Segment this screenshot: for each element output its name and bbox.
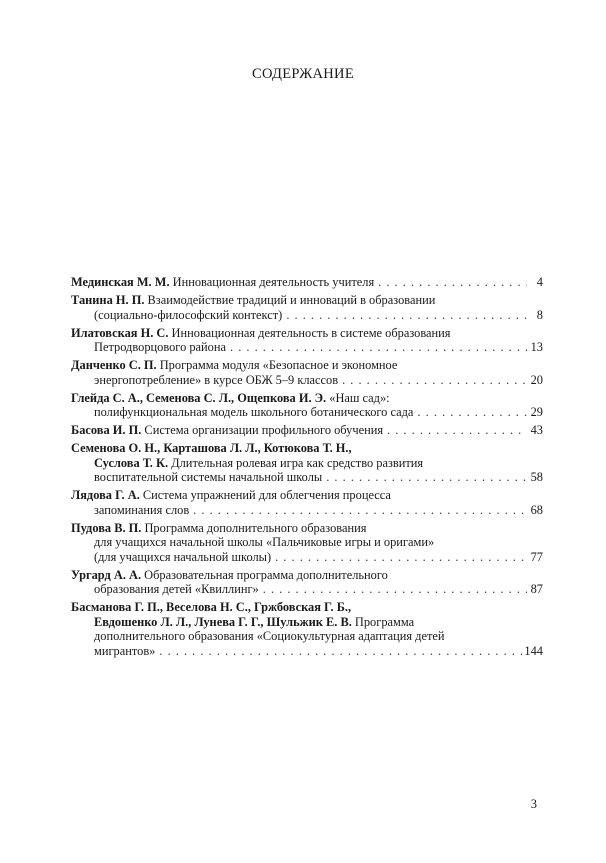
toc-title: Система упражнений для облегчения процесса — [139, 488, 391, 502]
toc-entry[interactable] — [71, 521, 543, 565]
toc-authors: Мединская М. М. — [71, 275, 170, 289]
toc-title: Инновационная деятельность в системе образования — [168, 325, 451, 340]
toc-entry[interactable] — [71, 568, 543, 597]
toc-authors: Данченко С. П. — [71, 358, 157, 372]
leader-dots — [387, 423, 527, 438]
toc-entry[interactable] — [71, 423, 543, 438]
toc-page-number: 4 — [536, 275, 543, 289]
toc-title: Система организации профильного обучения — [141, 423, 384, 437]
page-title: СОДЕРЖАНИЕ — [252, 66, 354, 82]
leader-dots — [275, 550, 527, 565]
toc-title: Образовательная программа дополнительного — [141, 567, 388, 582]
leader-dots — [326, 470, 527, 485]
toc-title: Взаимодействие традиций и инноваций в образовании — [144, 293, 436, 307]
toc-page-number: 43 — [530, 423, 543, 437]
toc-page-number: 20 — [530, 372, 543, 387]
leader-dots — [417, 405, 527, 420]
toc-entry[interactable] — [71, 600, 543, 658]
toc-authors: Глейда С. А., Семенова С. Л., Ощепкова И. Э. — [71, 390, 327, 405]
leader-dots — [342, 373, 527, 388]
leader-dots — [193, 503, 527, 518]
toc-title: запоминания слов — [94, 502, 190, 517]
toc-page-number: 77 — [530, 549, 543, 564]
leader-dots — [378, 275, 527, 290]
toc-page-number: 13 — [530, 340, 543, 354]
toc-authors: Семенова О. Н., Карташова Л. Л., Котюкова Т. Н., — [71, 441, 352, 455]
leader-dots — [159, 644, 522, 659]
toc-title: Программа — [351, 614, 415, 629]
toc-entry[interactable] — [71, 488, 543, 517]
toc-title: мигрантов» — [94, 643, 156, 658]
toc-authors: Суслова Т. К. — [94, 455, 169, 470]
leader-dots — [263, 582, 527, 597]
toc-title: Петродворцового района — [94, 340, 227, 354]
toc-authors: Пудова В. П. — [71, 520, 142, 535]
toc-authors: Евдошенко Л. Л., Лунева Г. Г., Шульжик Е. В. — [94, 614, 352, 629]
toc-title: образования детей «Квиллинг» — [94, 582, 259, 596]
toc-entry[interactable] — [71, 326, 543, 355]
toc-title: Длительная ролевая игра как средство развития — [168, 455, 424, 470]
toc-authors: Басова И. П. — [71, 423, 142, 437]
toc-title: дополнительного образования «Социокультурная адаптация детей — [94, 629, 445, 643]
toc-authors: Илатовская Н. С. — [71, 325, 169, 340]
toc-authors: Ургард А. А. — [71, 567, 142, 582]
toc-page-number: 29 — [530, 405, 543, 419]
toc-title: (социально-философский контекст) — [94, 307, 283, 322]
toc-title: энергопотребление» в курсе ОБЖ 5–9 классов — [94, 372, 339, 387]
toc-entry[interactable] — [71, 275, 543, 290]
toc-title: полифункциональная модель школьного ботанического сада — [94, 405, 414, 419]
toc-entry[interactable] — [71, 391, 543, 420]
toc-entry[interactable] — [71, 441, 543, 485]
toc-entry[interactable] — [71, 293, 543, 322]
toc-page-number: 8 — [536, 307, 543, 322]
toc-page-number: 58 — [530, 470, 543, 484]
toc-page-number: 68 — [530, 502, 543, 517]
toc-title: Инновационная деятельность учителя — [169, 275, 375, 289]
toc-title: Программа модуля «Безопасное и экономное — [156, 358, 398, 372]
toc-entry[interactable] — [71, 358, 543, 387]
toc-title: Программа дополнительного образования — [141, 520, 367, 535]
table-of-contents — [71, 275, 543, 662]
toc-authors: Танина Н. П. — [71, 293, 145, 307]
leader-dots — [286, 308, 527, 323]
toc-title: «Наш сад»: — [326, 390, 390, 405]
toc-authors: Басманова Г. П., Веселова Н. С., Гржбовская Г. Б., — [71, 600, 352, 614]
toc-page-number: 87 — [530, 582, 543, 596]
leader-dots — [230, 340, 527, 355]
toc-title: (для учащихся начальной школы) — [94, 549, 272, 564]
toc-title: для учащихся начальной школы «Пальчиковые игры и оригами» — [94, 535, 435, 549]
page-number: 3 — [530, 797, 537, 811]
toc-page-number: 144 — [524, 643, 543, 658]
toc-authors: Лядова Г. А. — [71, 488, 140, 502]
toc-title: воспитательной системы начальной школы — [94, 470, 323, 484]
